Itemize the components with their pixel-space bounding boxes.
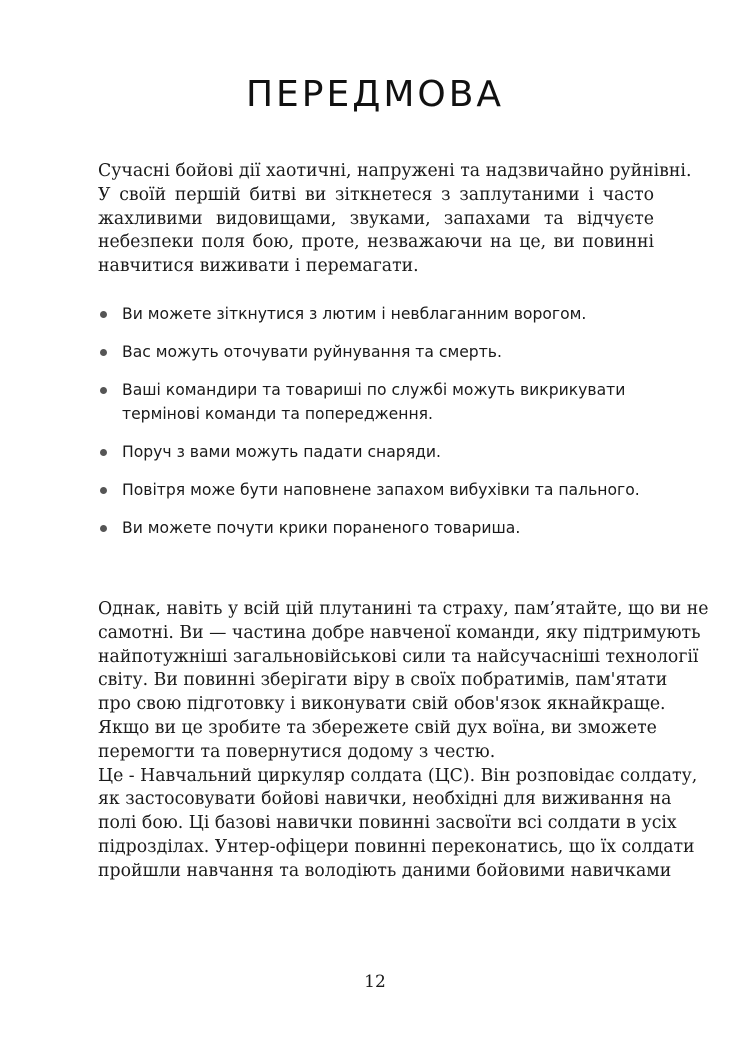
closing-line: про свою підготовку і виконувати свій обов'язок якнайкраще.: [98, 694, 666, 715]
closing-line: Якщо ви це зробите та збережете свій дух воїна, ви зможете: [98, 717, 657, 738]
closing-line: підрозділах. Унтер-офіцери повинні переконатись, що їх солдати: [98, 836, 695, 857]
intro-paragraph: [98, 160, 692, 279]
bullet-icon: [100, 387, 107, 394]
closing-line: як застосовувати бойові навички, необхідні для виживання на: [98, 789, 672, 810]
list-item: [96, 378, 676, 426]
list-item: [96, 478, 676, 502]
list-item: [96, 440, 676, 464]
closing-paragraph: [98, 598, 709, 884]
closing-line: пройшли навчання та володіють даними бойовими навичками: [98, 860, 672, 881]
intro-line: жахливими видовищами, звуками, запахами та відчуєте: [98, 208, 654, 229]
list-item-text: Ви можете зіткнутися з лютим і невблаганним ворогом.: [122, 305, 587, 323]
bullet-icon: [100, 487, 107, 494]
bullet-icon: [100, 525, 107, 532]
bullet-icon: [100, 311, 107, 318]
closing-line: світу. Ви повинні зберігати віру в своїх побратимів, пам'ятати: [98, 670, 668, 691]
intro-line: У своїй першій битві ви зіткнетеся з заплутаними і часто: [98, 184, 654, 205]
closing-line: Це - Навчальний циркуляр солдата (ЦС). Він розповідає солдату,: [98, 765, 698, 786]
closing-line: самотні. Ви — частина добре навченої команди, яку підтримують: [98, 622, 701, 643]
intro-line: небезпеки поля бою, проте, незважаючи на це, ви повинні: [98, 232, 654, 253]
list-item: [96, 340, 676, 364]
list-item-text: Повітря може бути наповнене запахом вибухівки та пального.: [122, 481, 640, 499]
intro-line: навчитися виживати і перемагати.: [98, 256, 419, 277]
bullet-list: [96, 302, 676, 554]
page-number: 12: [364, 972, 386, 992]
list-item: [96, 302, 676, 326]
intro-line: Сучасні бойові дії хаотичні, напружені та надзвичайно руйнівні.: [98, 161, 692, 181]
closing-line: полі бою. Ці базові навички повинні засвоїти всі солдати в усіх: [98, 813, 677, 834]
bullet-icon: [100, 349, 107, 356]
list-item-text: термінові команди та попередження.: [122, 405, 433, 423]
page-title: ПЕРЕДМОВА: [245, 74, 505, 115]
closing-line: найпотужніші загальновійськові сили та найсучасніші технології: [98, 646, 699, 667]
list-item-text: Вас можуть оточувати руйнування та смерть.: [122, 343, 502, 361]
list-item: [96, 516, 676, 540]
bullet-icon: [100, 449, 107, 456]
list-item-text: Ваші командири та товариші по службі можуть викрикувати: [122, 381, 626, 399]
closing-line: перемогти та повернутися додому з честю.: [98, 741, 496, 762]
closing-line: Однак, навіть у всій цій плутанині та страху, пам’ятайте, що ви не: [98, 599, 709, 619]
list-item-text: Поруч з вами можуть падати снаряди.: [122, 443, 441, 461]
list-item-text: Ви можете почути крики пораненого товариша.: [122, 519, 521, 537]
